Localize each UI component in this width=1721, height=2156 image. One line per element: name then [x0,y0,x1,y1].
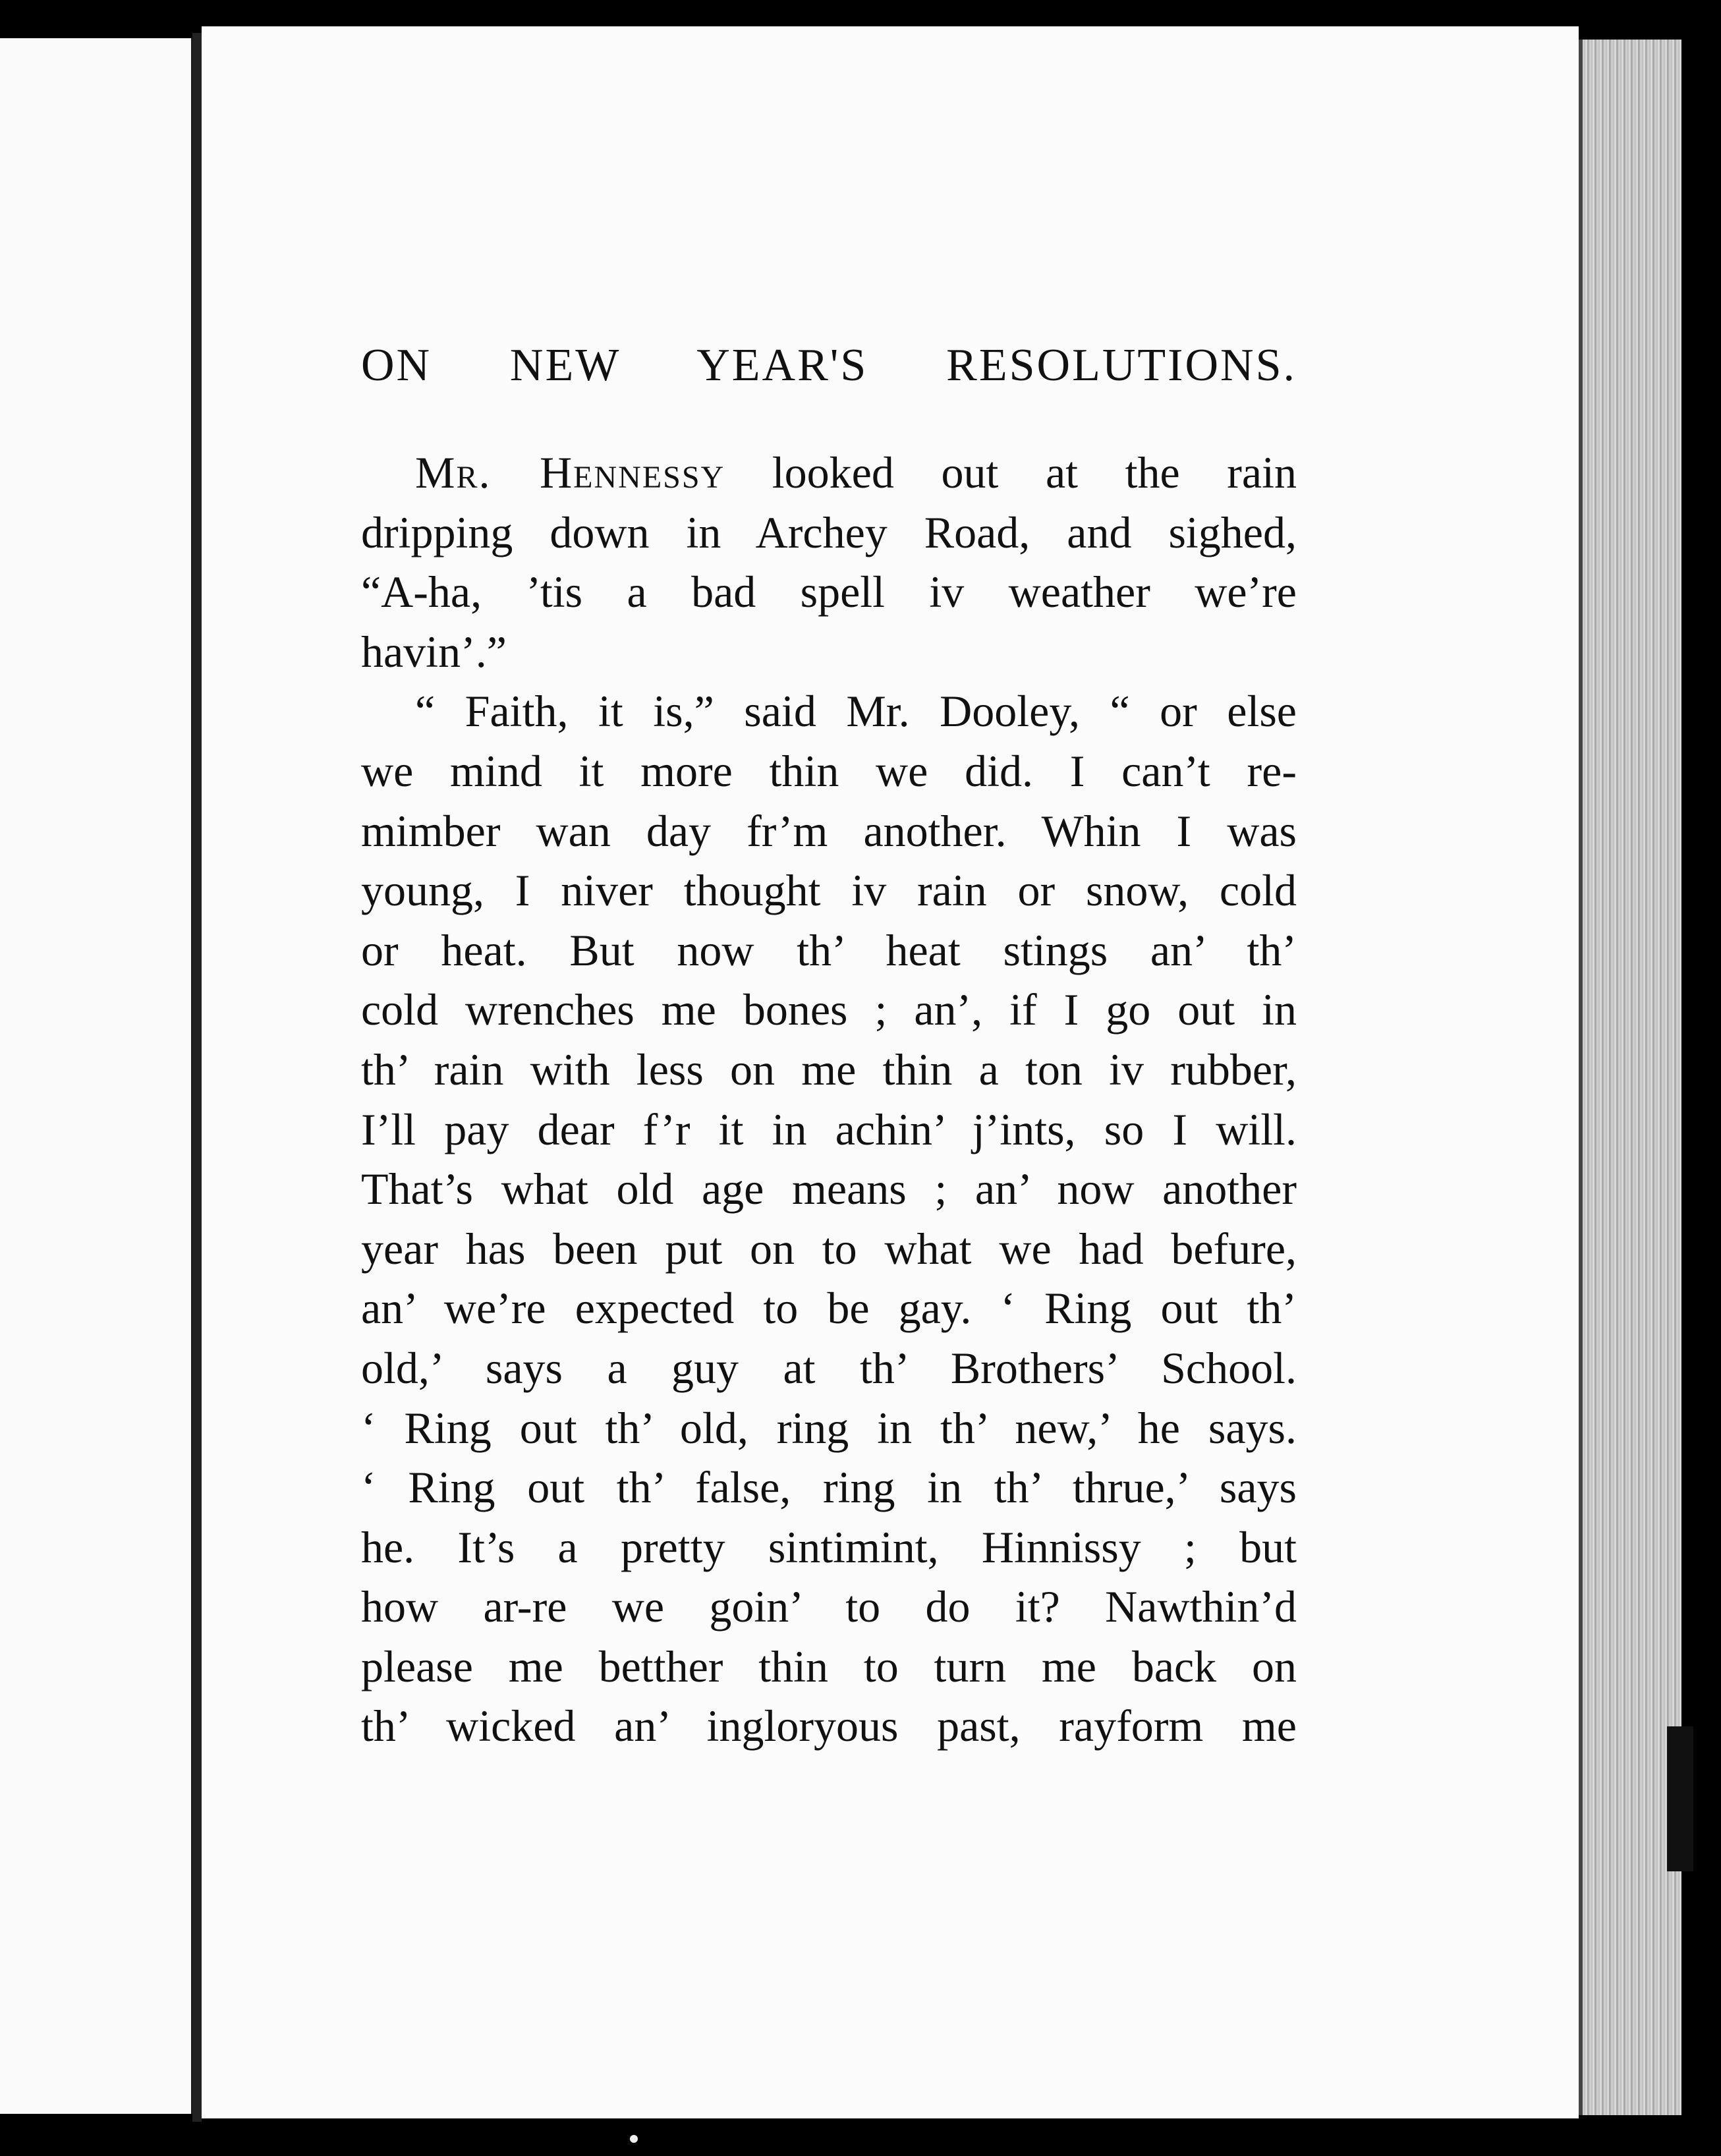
chapter-title: ON NEW YEAR'S RESOLUTIONS. [361,340,1297,391]
text-line: old,’ says a guy at th’ Brothers’ School. [361,1342,1297,1393]
facing-page-edge [0,38,198,2114]
text-line: how ar-re we goin’ to do it? Nawthin’d [361,1581,1297,1632]
text-line: havin’.” [361,626,507,677]
book-gutter [192,33,202,2122]
text-line: th’ wicked an’ ingloryous past, rayform me [361,1701,1297,1751]
text-line: That’s what old age means ; an’ now another [361,1164,1297,1214]
text-line: mimber wan day fr’m another. Whin I was [361,805,1297,856]
scan-artifact [630,2135,638,2143]
text-line: “A-ha, ’tis a bad spell iv weather we’re [361,567,1297,617]
text-line: ‘ Ring out th’ false, ring in th’ thrue,’ says [361,1462,1297,1513]
speaker-name: Mr. Hennessy [415,447,725,497]
text-line: Mr. Hennessy looked out at the rain [415,447,1297,497]
text-line: dripping down in Archey Road, and sighed, [361,507,1297,557]
paragraph-2 [361,681,1297,1756]
text-line: an’ we’re expected to be gay. ‘ Ring out th’ [361,1283,1297,1334]
text-line: year has been put on to what we had befure, [361,1223,1297,1274]
page-edges [1579,40,1681,2115]
page-edge-shadow [1667,1726,1693,1871]
text-line: please me betther thin to turn me back on [361,1641,1297,1691]
text-line: young, I niver thought iv rain or snow, cold [361,865,1297,916]
text-line: cold wrenches me bones ; an’, if I go out in [361,984,1297,1035]
text-line: or heat. But now th’ heat stings an’ th’ [361,924,1297,975]
page-text [361,340,1297,1756]
text-line: ‘ Ring out th’ old, ring in th’ new,’ he says. [361,1402,1297,1453]
text-line: “ Faith, it is,” said Mr. Dooley, “ or else [415,686,1297,737]
text-line: he. It’s a pretty sintimint, Hinnissy ; but [361,1521,1297,1572]
text-line: th’ rain with less on me thin a ton iv rubber, [361,1044,1297,1094]
paragraph-1 [361,443,1297,681]
text-line: I’ll pay dear f’r it in achin’ j’ints, so I will. [361,1104,1297,1154]
text-line: we mind it more thin we did. I can’t re- [361,745,1297,796]
